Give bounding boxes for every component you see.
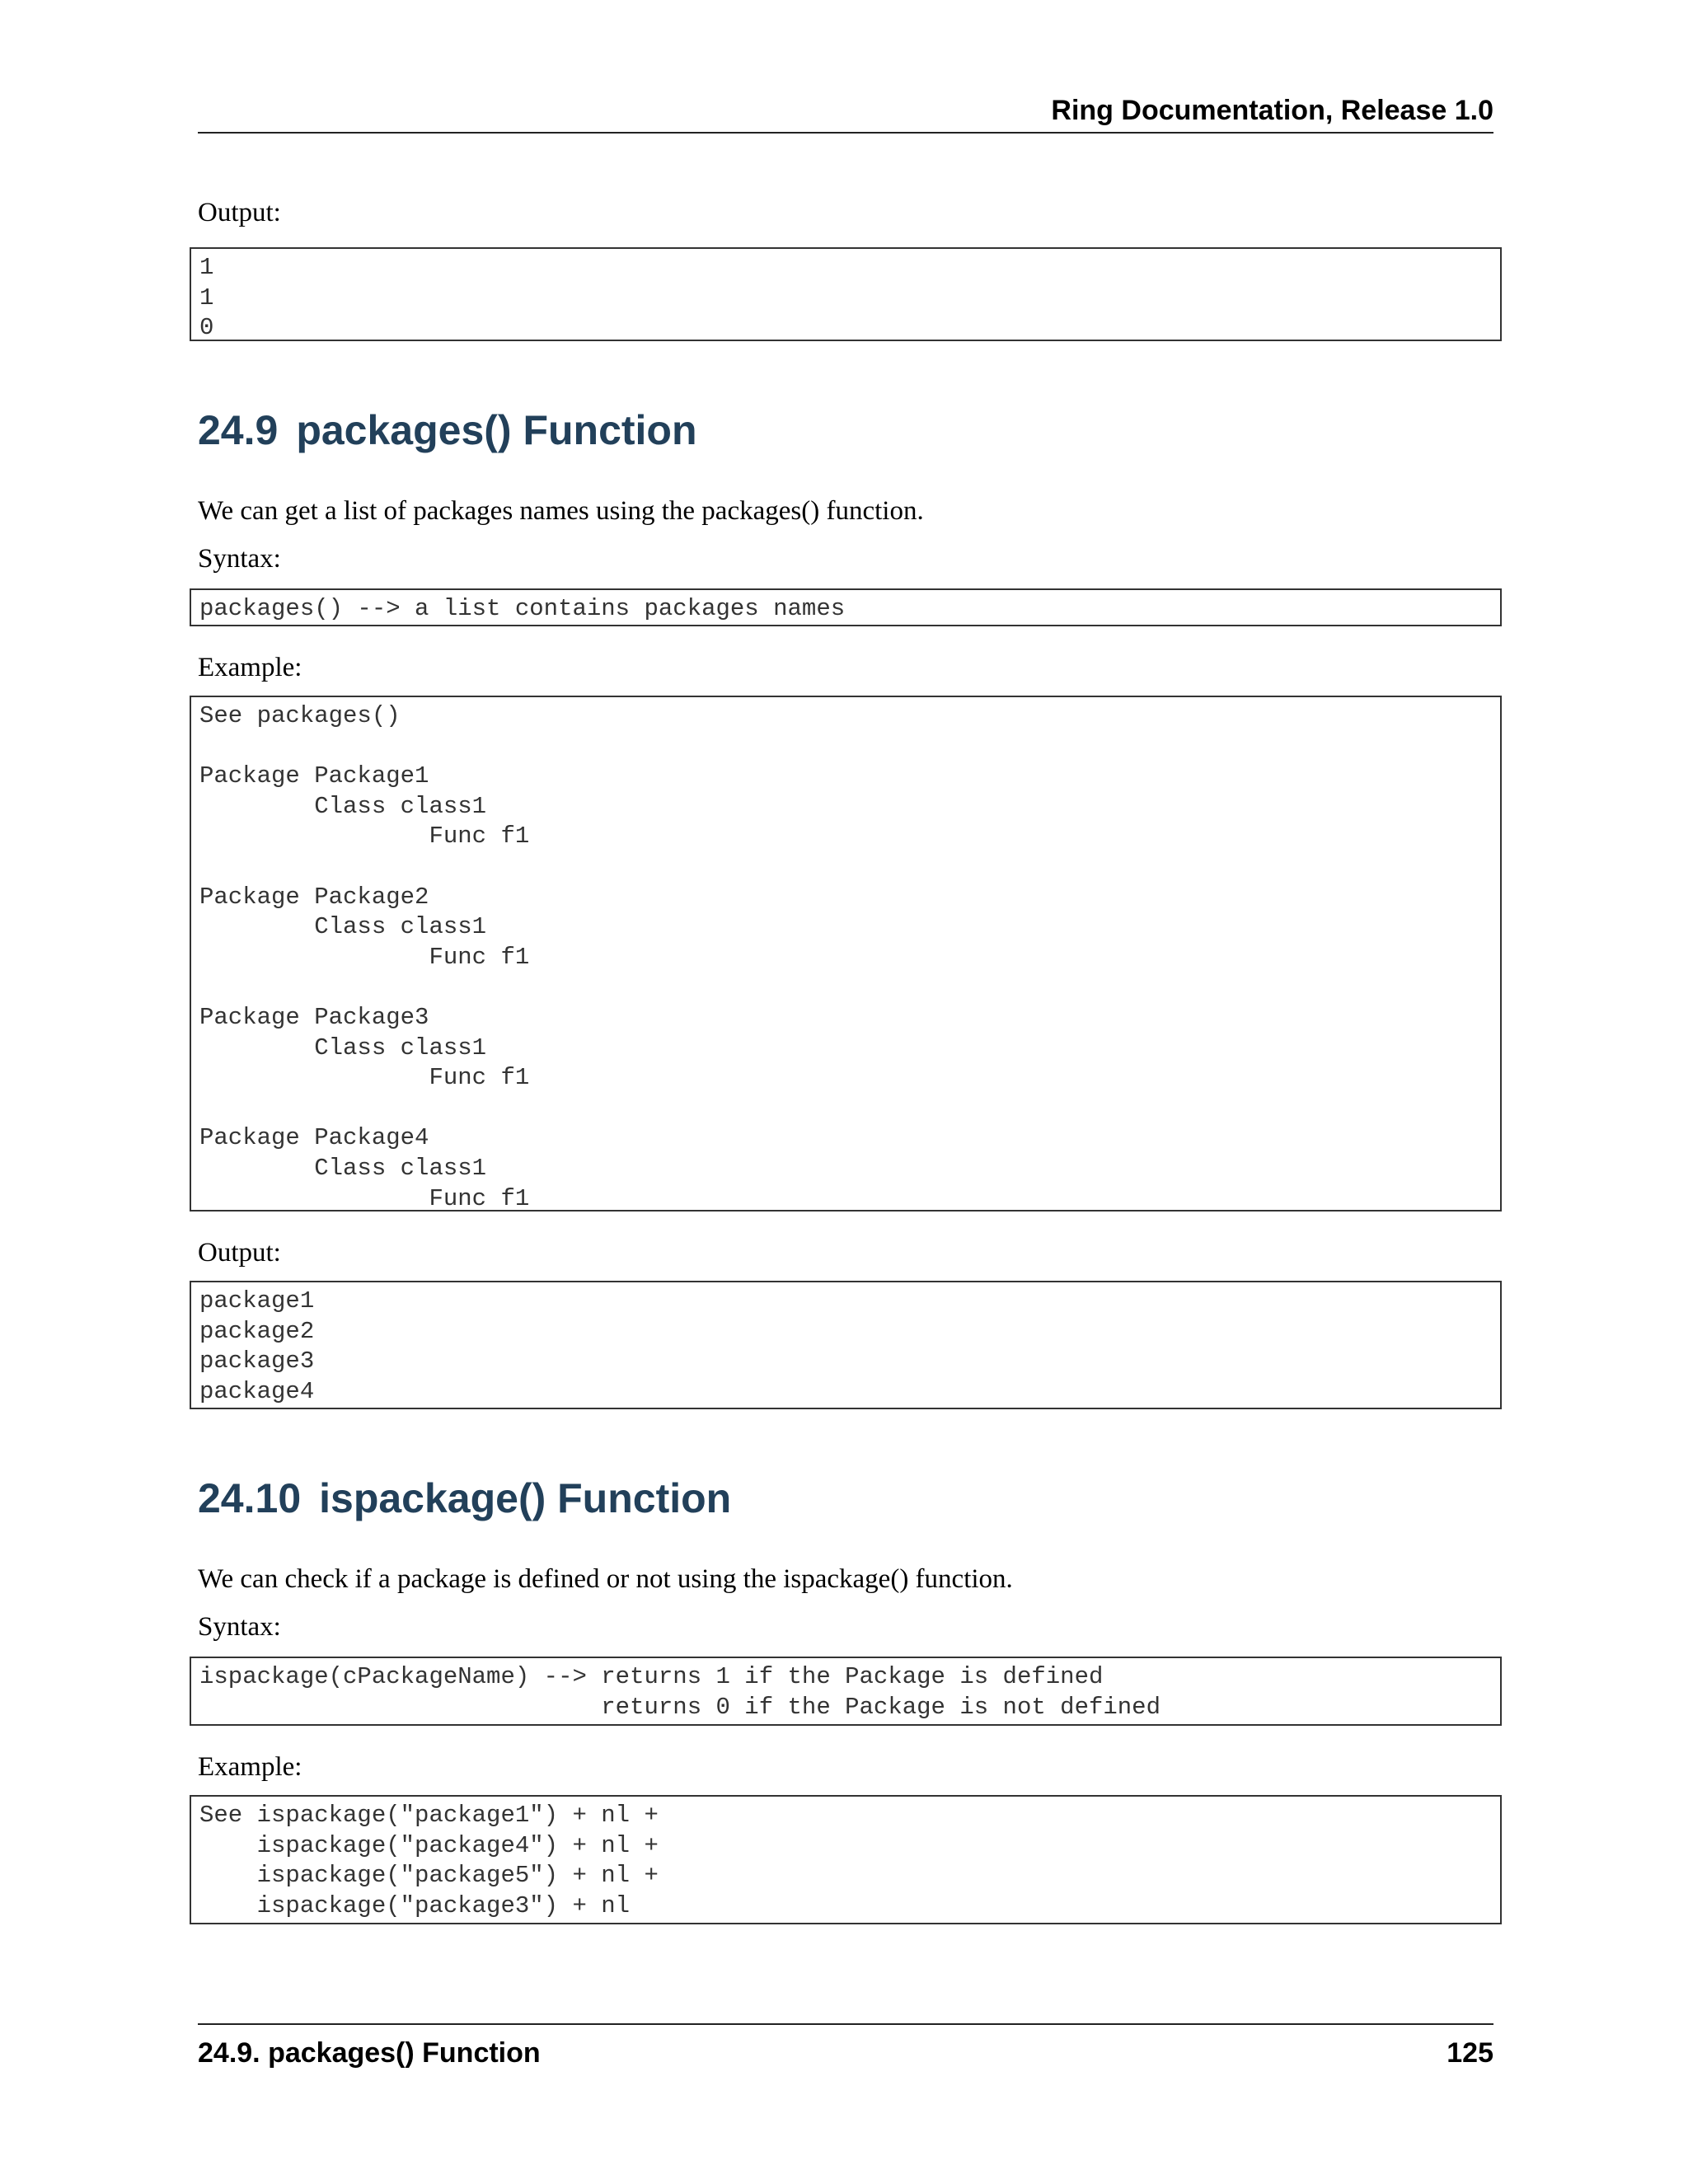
output-label: Output: (198, 1238, 281, 1268)
example-code-block: See ispackage("package1") + nl + ispackage("package4") + nl + ispackage("package5") + nl + ispackage("package3") + nl (190, 1795, 1502, 1924)
section-number: 24.9 (198, 407, 279, 453)
section-description: We can check if a package is defined or not using the ispackage() function. (198, 1564, 1013, 1594)
syntax-label: Syntax: (198, 544, 281, 574)
document-page (198, 0, 1493, 2184)
output-code-block: 1 1 0 (190, 247, 1502, 341)
page-header (198, 92, 1493, 134)
section-heading-24-9 (198, 405, 1493, 455)
syntax-code-block: packages() --> a list contains packages names (190, 588, 1502, 626)
page-content (198, 194, 1493, 1924)
page-footer (198, 2023, 1493, 2071)
example-label: Example: (198, 653, 302, 682)
example-code-block: See packages() Package Package1 Class class1 Func f1 Package Package2 Class class1 Func f1 Package Package3 Class class1 Func f1 Package Package4 Class class1 Func f1 (190, 696, 1502, 1212)
footer-section: 24.9. packages() Function (198, 2037, 541, 2069)
footer-page-number: 125 (1447, 2037, 1493, 2069)
section-title-text: packages() Function (296, 407, 697, 453)
syntax-code-block: ispackage(cPackageName) --> returns 1 if the Package is defined returns 0 if the Package is not defined (190, 1657, 1502, 1726)
section-number: 24.10 (198, 1475, 302, 1521)
section-title-text: ispackage() Function (319, 1475, 732, 1521)
header-title: Ring Documentation, Release 1.0 (1051, 95, 1493, 126)
output-label: Output: (198, 198, 281, 227)
output-code-block: package1 package2 package3 package4 (190, 1281, 1502, 1409)
section-description: We can get a list of packages names using the packages() function. (198, 496, 924, 526)
section-heading-24-10 (198, 1474, 1493, 1523)
example-label: Example: (198, 1752, 302, 1782)
syntax-label: Syntax: (198, 1612, 281, 1642)
